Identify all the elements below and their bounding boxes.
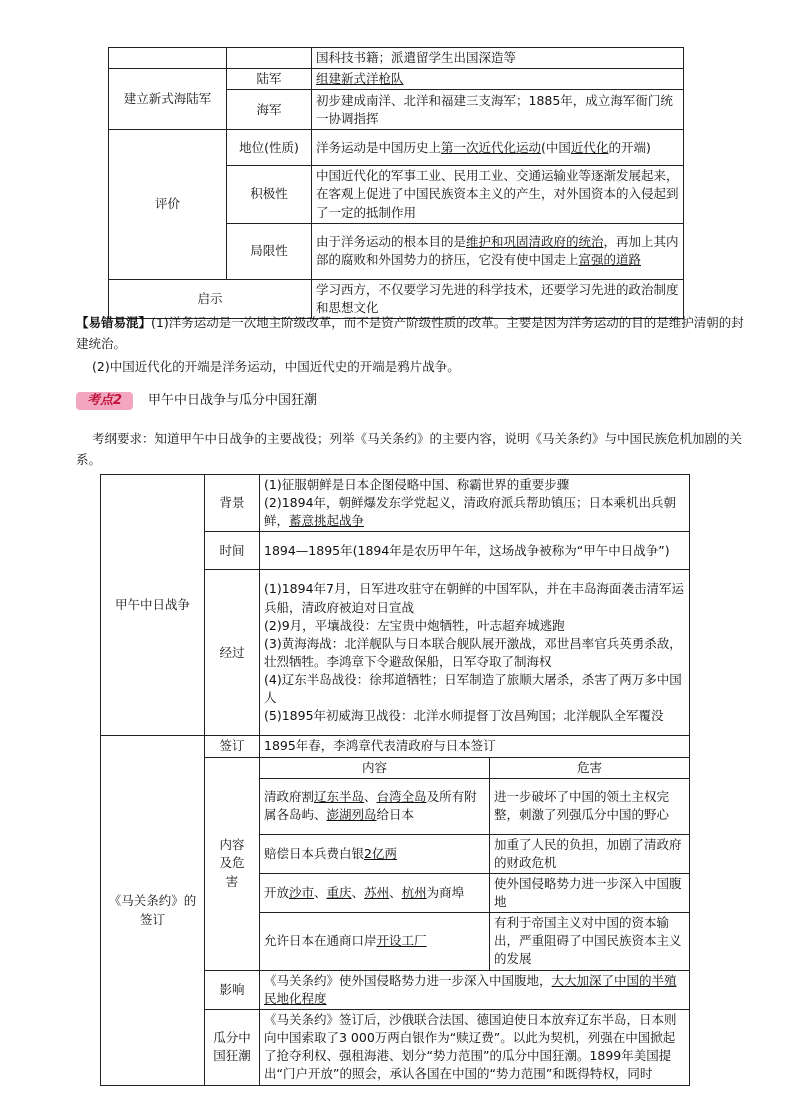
harm-cession: 进一步破坏了中国的领土主权完整，刺激了列强瓜分中国的野心 <box>490 778 690 834</box>
syllabus-requirement: 考纲要求：知道甲午中日战争的主要战役；列举《马关条约》的主要内容，说明《马关条约》与中国民族危机加剧的关系。 <box>76 431 743 468</box>
row0-text: 国科技书籍；派遣留学生出国深造等 <box>312 48 684 69</box>
cell-empty <box>227 48 312 69</box>
sino-japanese-war-table <box>100 474 690 1086</box>
time-label: 时间 <box>205 532 260 570</box>
navy-label: 海军 <box>227 90 312 130</box>
partition-text: 《马关条约》签订后，沙俄联合法国、德国迫使日本放弃辽东半岛，日本则向中国索取了3 000万两白银作为“赎辽费”。以此为契机，列强在中国掀起了抢夺利权、强租海港、划分“势力范围”的瓜分中国狂潮。1899年美国提出“门户开放”的照会，承认各国在中国的“势力范围”和既得特权，同时 <box>260 1009 690 1085</box>
limitation-label: 局限性 <box>227 223 312 279</box>
process-label: 经过 <box>205 570 260 736</box>
section-badge: 考点2 <box>76 392 133 410</box>
westernization-table <box>108 47 684 319</box>
mistake-tag: 【易错易混】 <box>76 315 152 330</box>
sign-text: 1895年春，李鸿章代表清政府与日本签订 <box>260 736 690 757</box>
mistake-note-1: 【易错易混】(1)洋务运动是一次地主阶级改革，而不是资产阶级性质的改革。主要是因为洋务运动的目的是维护清朝的封建统治。 <box>76 315 744 352</box>
process-text: (1)1894年7月，日军进攻驻守在朝鲜的中国军队，并在丰岛海面袭击清军运兵船，清政府被迫对日宣战 (2)9月，平壤战役：左宝贵中炮牺牲，叶志超弃城逃跑 (3)黄海海战：北洋舰队与日本联合舰队展开激战，邓世昌率官兵英勇杀敌，壮烈牺牲。李鸿章下令避敌保船，日军夺取了制海权 (4)辽东半岛战役：徐邦道牺牲；日军制造了旅顺大屠杀，杀害了两万多中国人 (5)1895年初威海卫战役：北洋水师提督丁汝昌殉国；北洋舰队全军覆没 <box>260 570 690 736</box>
content-factories: 允许日本在通商口岸开设工厂 <box>260 913 490 970</box>
content-indemnity: 赔偿日本兵费白银2亿两 <box>260 834 490 873</box>
background-label: 背景 <box>205 475 260 532</box>
col-harm-header: 危害 <box>490 757 690 778</box>
war-label: 甲午中日战争 <box>101 475 205 736</box>
col-content-header: 内容 <box>260 757 490 778</box>
partition-label: 瓜分中国狂潮 <box>205 1009 260 1085</box>
sign-label: 签订 <box>205 736 260 757</box>
cell-empty <box>109 48 227 69</box>
positive-label: 积极性 <box>227 166 312 223</box>
impact-text: 《马关条约》使外国侵略势力进一步深入中国腹地，大大加深了中国的半殖民地化程度 <box>260 970 690 1009</box>
status-label: 地位(性质) <box>227 130 312 166</box>
content-label: 内容及危害 <box>205 757 260 970</box>
impact-label: 影响 <box>205 970 260 1009</box>
inspiration-label: 启示 <box>109 279 312 318</box>
limitation-text: 由于洋务运动的根本目的是维护和巩固清政府的统治，再加上其内部的腐败和外国势力的挤压，它没有使中国走上富强的道路 <box>312 223 684 279</box>
status-text: 洋务运动是中国历史上第一次近代化运动(中国近代化的开端) <box>312 130 684 166</box>
time-text: 1894—1895年(1894年是农历甲午年，这场战争被称为“甲午中日战争”) <box>260 532 690 570</box>
navy-text: 初步建成南洋、北洋和福建三支海军；1885年，成立海军衙门统一协调指挥 <box>312 90 684 130</box>
positive-text: 中国近代化的军事工业、民用工业、交通运输业等逐渐发展起来，在客观上促进了中国民族资本主义的产生，对外国资本的入侵起到了一定的抵制作用 <box>312 166 684 223</box>
eval-label: 评价 <box>109 130 227 279</box>
harm-ports: 使外国侵略势力进一步深入中国腹地 <box>490 873 690 912</box>
military-label: 建立新式海陆军 <box>109 69 227 130</box>
section-title: 甲午中日战争与瓜分中国狂潮 <box>148 393 318 408</box>
content-cession: 清政府割辽东半岛、台湾全岛及所有附属各岛屿、澎湖列岛给日本 <box>260 778 490 834</box>
army-label: 陆军 <box>227 69 312 90</box>
inspiration-text: 学习西方，不仅要学习先进的科学技术，还要学习先进的政治制度和思想文化 <box>312 279 684 318</box>
mistake-note-2: (2)中国近代化的开端是洋务运动，中国近代史的开端是鸦片战争。 <box>92 359 460 374</box>
army-text: 组建新式洋枪队 <box>312 69 684 90</box>
background-text: (1)征服朝鲜是日本企图侵略中国、称霸世界的重要步骤 (2)1894年，朝鲜爆发东学党起义，清政府派兵帮助镇压；日本乘机出兵朝鲜，蓄意挑起战争 <box>260 475 690 532</box>
harm-indemnity: 加重了人民的负担，加剧了清政府的财政危机 <box>490 834 690 873</box>
treaty-label: 《马关条约》的签订 <box>101 736 205 1085</box>
harm-factories: 有利于帝国主义对中国的资本输出，严重阻碍了中国民族资本主义的发展 <box>490 913 690 970</box>
content-ports: 开放沙市、重庆、苏州、杭州为商埠 <box>260 873 490 912</box>
